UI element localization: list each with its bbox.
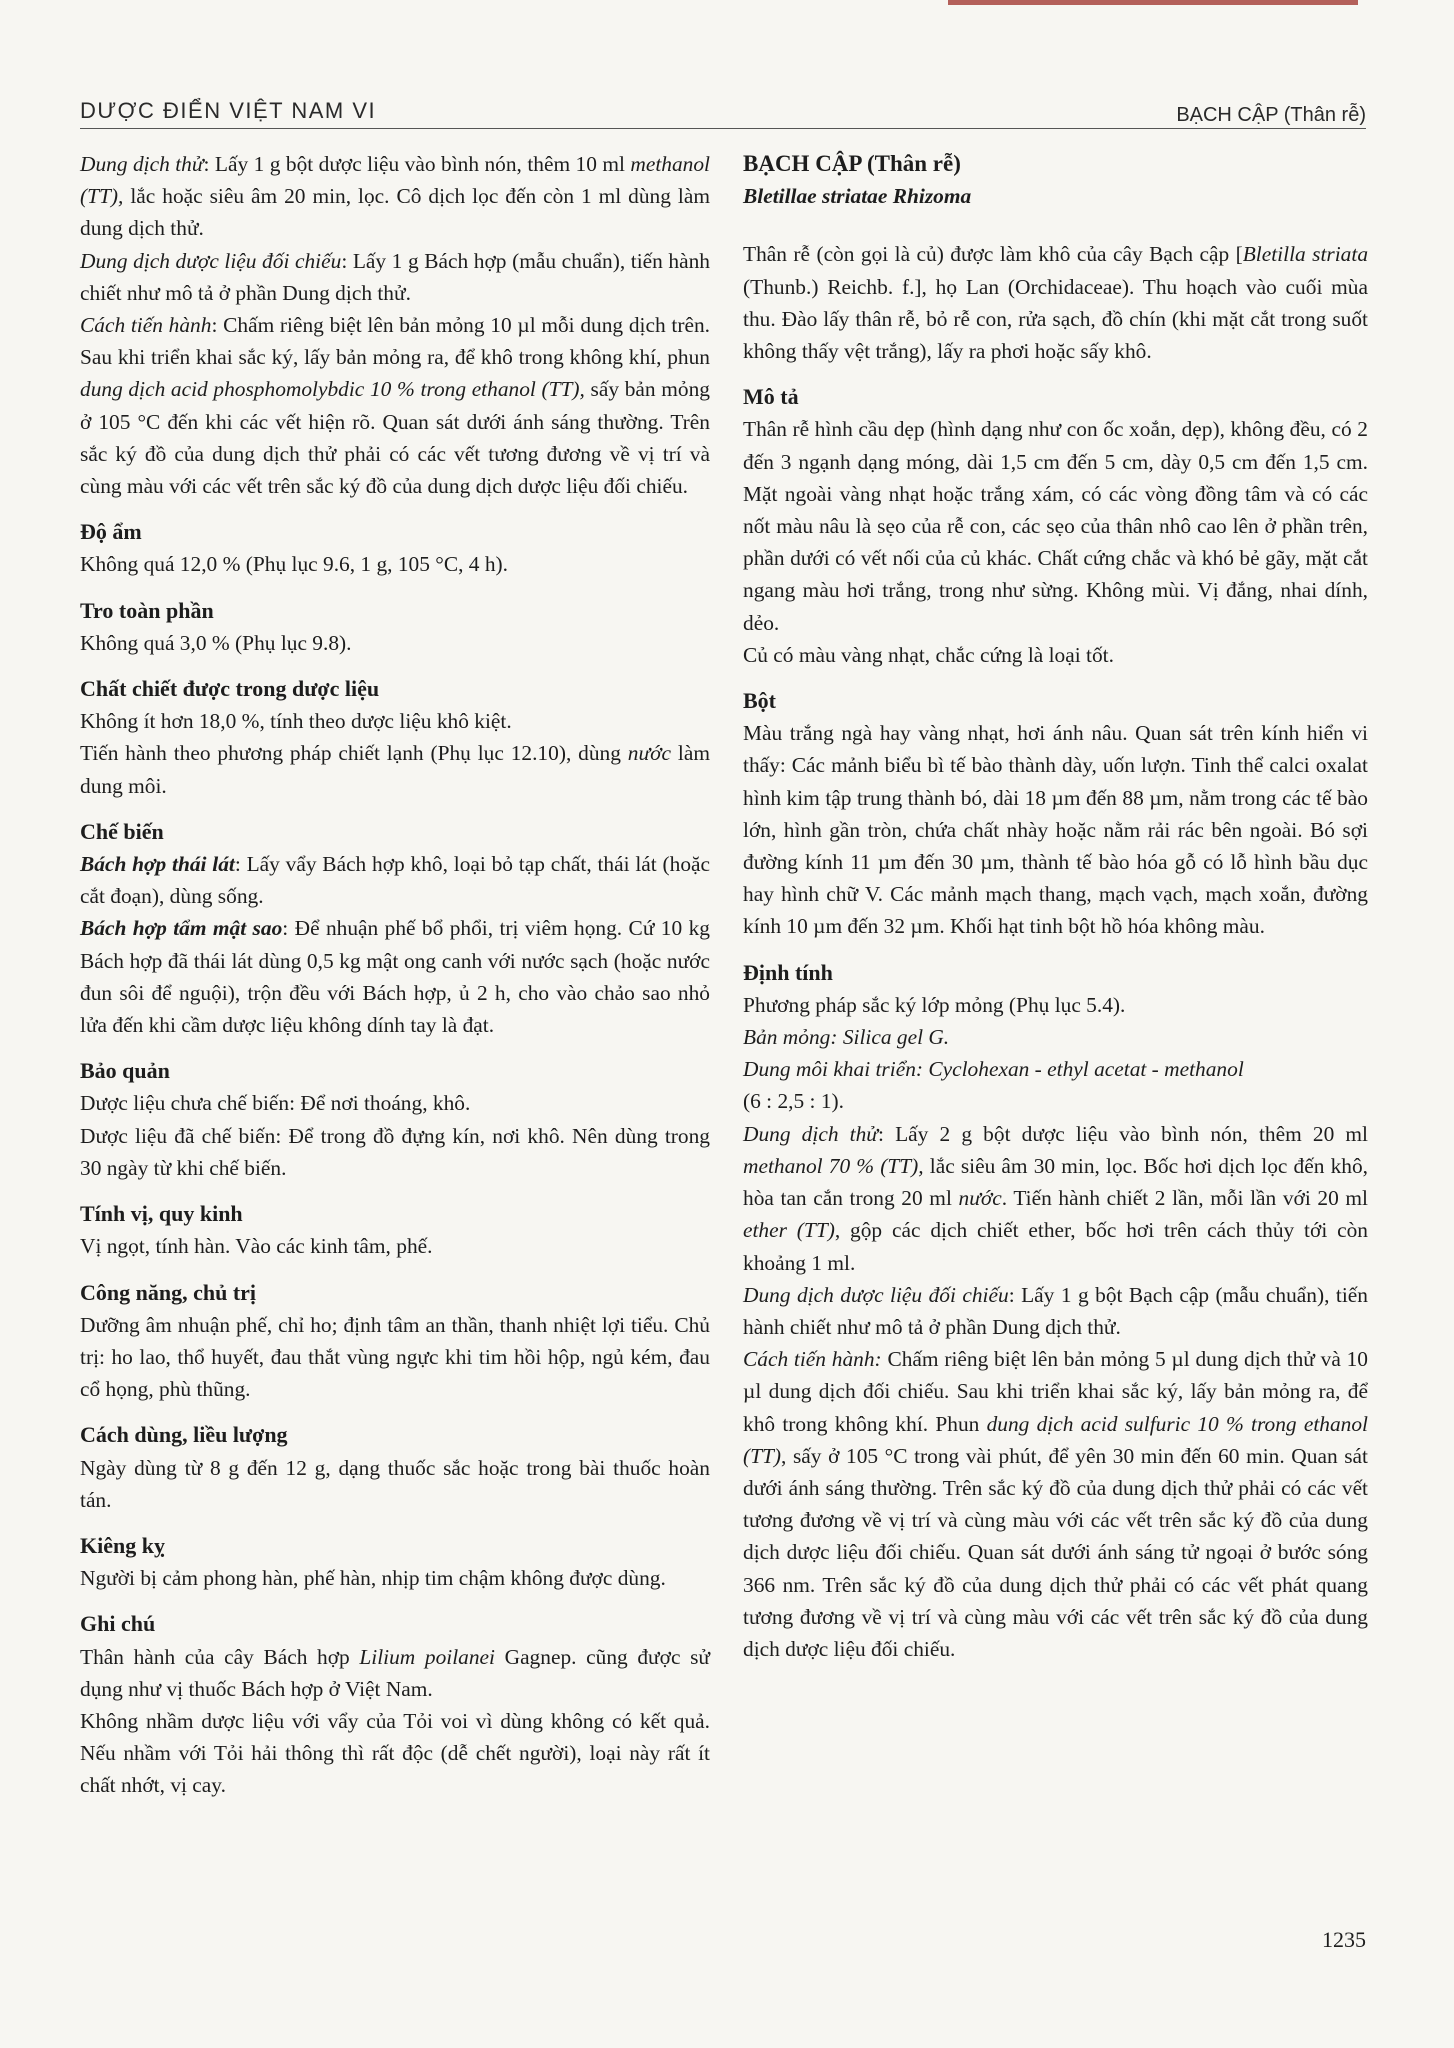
section-bao-quan	[80, 1055, 710, 1184]
page-header	[0, 98, 1454, 132]
section-heading: Độ ẩm	[80, 519, 142, 545]
paragraph: Dưỡng âm nhuận phế, chỉ ho; định tâm an thần, thanh nhiệt lợi tiểu. Chủ trị: ho lao, thổ huyết, đau thắt vùng ngực khi tim hồi hộp, ngủ kém, đau cổ họng, phù thũng.	[80, 1312, 710, 1402]
paragraph: Ngày dùng từ 8 g đến 12 g, dạng thuốc sắc hoặc trong bài thuốc hoàn tán.	[80, 1455, 710, 1512]
section-dinh-tinh	[743, 957, 1368, 1665]
paragraph: Không quá 12,0 % (Phụ lục 9.6, 1 g, 105 °C, 4 h).	[80, 552, 509, 577]
paragraph: Thân hành của cây Bách hợp Lilium poilanei Gagnep. cũng được sử dụng như vị thuốc Bách hợp ở Việt Nam.	[80, 1644, 710, 1701]
section-kieng-ky	[80, 1530, 710, 1594]
paragraph: Dung dịch dược liệu đối chiếu: Lấy 1 g bột Bạch cập (mẫu chuẩn), tiến hành chiết như mô tả ở phần Dung dịch thử.	[743, 1282, 1368, 1339]
paragraph: Màu trắng ngà hay vàng nhạt, hơi ánh nâu. Quan sát trên kính hiển vi thấy: Các mảnh biểu bì tế bào thành dày, uốn lượn. Tinh thể calci oxalat hình kim tập trung thành bó, dài 18 µm đến 88 µm, nằm trong các tế bào lớn, hình gần tròn, chứa chất nhày hoặc nằm rải rác bên ngoài. Bó sợi đường kính 11 µm đến 30 µm, thành tế bào hóa gỗ có lỗ hình bầu dục hay hình chữ V. Các mảnh mạch thang, mạch vạch, mạch xoắn, đường kính 10 µm đến 32 µm. Khối hạt tinh bột hồ hóa không màu.	[743, 721, 1368, 939]
paragraph: Thân rễ hình cầu dẹp (hình dạng như con ốc xoắn, dẹp), không đều, có 2 đến 3 ngạnh dạng móng, dài 1,5 cm đến 5 cm, dày 0,5 cm đến 1,5 cm. Mặt ngoài vàng nhạt hoặc trắng xám, có các vòng đồng tâm và có các nốt màu nâu là sẹo của rễ con, các sẹo của thân nhô cao lên ở phần trên, phần dưới có vết nối của củ khác. Chất cứng chắc và khó bẻ gãy, mặt cắt ngang màu hơi trắng, trong như sừng. Không mùi. Vị đắng, nhai dính, dẻo.	[743, 417, 1368, 635]
paragraph: Thân rễ (còn gọi là củ) được làm khô của cây Bạch cập [Bletilla striata (Thunb.) Reichb. f.], họ Lan (Orchidaceae). Thu hoạch vào cuối mùa thu. Đào lấy thân rễ, bỏ rễ con, rửa sạch, đồ chín (khi mặt cắt trong suốt không thấy vệt trắng), lấy ra phơi hoặc sấy khô.	[743, 242, 1369, 364]
section-tro	[80, 595, 710, 659]
paragraph: Vị ngọt, tính hàn. Vào các kinh tâm, phế.	[80, 1234, 433, 1259]
paragraph: Bách hợp thái lát: Lấy vẩy Bách hợp khô, loại bỏ tạp chất, thái lát (hoặc cắt đoạn), dùng sống.	[80, 852, 711, 909]
section-che-bien	[80, 816, 710, 1041]
paragraph: Phương pháp sắc ký lớp mỏng (Phụ lục 5.4).	[743, 992, 1126, 1017]
right-column	[743, 148, 1368, 1665]
section-do-am	[80, 516, 710, 580]
section-heading: Kiêng kỵ	[80, 1532, 165, 1558]
paragraph: Dung dịch dược liệu đối chiếu: Lấy 1 g Bách hợp (mẫu chuẩn), tiến hành chiết như mô tả ở phần Dung dịch thử.	[80, 248, 710, 305]
section-cach-dung	[80, 1419, 710, 1516]
paragraph: Dung dịch thử: Lấy 1 g bột dược liệu vào bình nón, thêm 10 ml methanol (TT), lắc hoặc siêu âm 20 min, lọc. Cô dịch lọc đến còn 1 ml dùng làm dung dịch thử.	[80, 152, 710, 241]
spacer	[743, 212, 1368, 238]
top-decorative-bar	[948, 0, 1358, 5]
section-heading: Cách dùng, liều lượng	[80, 1422, 288, 1448]
section-heading: Tính vị, quy kinh	[80, 1201, 243, 1227]
section-heading: Tro toàn phần	[80, 597, 214, 623]
paragraph: Củ có màu vàng nhạt, chắc cứng là loại tốt.	[743, 642, 1114, 667]
paragraph: Không ít hơn 18,0 %, tính theo dược liệu khô kiệt.	[80, 709, 512, 734]
monograph-title: BẠCH CẬP (Thân rễ)	[743, 151, 961, 176]
paragraph: Dược liệu chưa chế biến: Để nơi thoáng, khô.	[80, 1091, 471, 1116]
running-title: BẠCH CẬP (Thân rễ)	[1176, 104, 1366, 126]
section-heading: Bột	[743, 688, 776, 714]
section-heading: Chế biến	[80, 818, 164, 844]
section-mo-ta	[743, 381, 1368, 671]
section-heading: Chất chiết được trong dược liệu	[80, 676, 380, 702]
paragraph: Dung dịch thử: Lấy 2 g bột dược liệu vào bình nón, thêm 20 ml methanol 70 % (TT), lắc siêu âm 30 min, lọc. Bốc hơi dịch lọc đến khô, hòa tan cắn trong 20 ml nước. Tiến hành chiết 2 lần, mỗi lần với 20 ml ether (TT), gộp các dịch chiết ether, bốc hơi trên cách thủy tới còn khoảng 1 ml.	[743, 1121, 1368, 1275]
section-heading: Định tính	[743, 959, 833, 985]
section-bot	[743, 685, 1368, 943]
paragraph: Không nhầm dược liệu với vẩy của Tỏi voi vì dùng không có kết quả. Nếu nhầm với Tỏi hải thông thì rất độc (dễ chết người), loại này rất ít chất nhớt, vị cay.	[80, 1708, 710, 1798]
section-tinh-vi	[80, 1198, 710, 1262]
book-title: DƯỢC ĐIỂN VIỆT NAM VI	[80, 98, 377, 123]
paragraph: Cách tiến hành: Chấm riêng biệt lên bản mỏng 10 µl mỗi dung dịch trên. Sau khi triển khai sắc ký, lấy bản mỏng ra, để khô trong không khí, phun dung dịch acid phosphomolybdic 10 % trong ethanol (TT), sấy bản mỏng ở 105 °C đến khi các vết hiện rõ. Quan sát dưới ánh sáng thường. Trên sắc ký đồ của dung dịch thử phải có các vết tương đương về vị trí và cùng màu với các vết trên sắc ký đồ của dung dịch dược liệu đối chiếu.	[80, 313, 710, 499]
section-ghi-chu	[80, 1608, 710, 1801]
section-heading: Ghi chú	[80, 1611, 156, 1637]
paragraph: Cách tiến hành: Chấm riêng biệt lên bản mỏng 5 µl dung dịch thử và 10 µl dung dịch đối chiếu. Sau khi triển khai sắc ký, lấy bản mỏng ra, để khô trong không khí. Phun dung dịch acid sulfuric 10 % trong ethanol (TT), sấy ở 105 °C trong vài phút, để yên 30 min đến 60 min. Quan sát dưới ánh sáng thường. Trên sắc ký đồ của dung dịch thử phải có các vết tương đương về vị trí và cùng màu với các vết trên sắc ký đồ của dung dịch dược liệu đối chiếu. Quan sát dưới ánh sáng tử ngoại ở bước sóng 366 nm. Trên sắc ký đồ của dung dịch thử phải có các vết phát quang tương đương về vị trí và cùng màu với các vết trên sắc ký đồ của dung dịch dược liệu đối chiếu.	[743, 1347, 1368, 1661]
section-heading: Công năng, chủ trị	[80, 1279, 257, 1305]
paragraph: Dược liệu đã chế biến: Để trong đồ đựng kín, nơi khô. Nên dùng trong 30 ngày từ khi chế biến.	[80, 1123, 710, 1180]
page-number: 1235	[1322, 1927, 1366, 1952]
section-cong-nang	[80, 1277, 710, 1406]
paragraph: (6 : 2,5 : 1).	[743, 1089, 844, 1114]
paragraph: Người bị cảm phong hàn, phế hàn, nhịp tim chậm không được dùng.	[80, 1566, 666, 1591]
paragraph: Bản mỏng: Silica gel G.	[743, 1025, 950, 1050]
monograph-latin-name: Bletillae striatae Rhizoma	[743, 184, 972, 209]
paragraph: Bách hợp tẩm mật sao: Để nhuận phế bổ phổi, trị viêm họng. Cứ 10 kg Bách hợp đã thái lát dùng 0,5 kg mật ong canh với nước sạch (hoặc nước đun sôi để nguội), trộn đều với Bách hợp, ủ 2 h, cho vào chảo sao nhỏ lửa đến khi cầm dược liệu không dính tay là đạt.	[80, 916, 710, 1038]
section-heading: Mô tả	[743, 384, 799, 410]
paragraph: Dung môi khai triển: Cyclohexan - ethyl acetat - methanol	[743, 1057, 1244, 1082]
paragraph: Không quá 3,0 % (Phụ lục 9.8).	[80, 630, 352, 655]
section-heading: Bảo quản	[80, 1058, 170, 1084]
header-rule	[80, 128, 1366, 129]
left-column	[80, 148, 710, 1802]
paragraph: Tiến hành theo phương pháp chiết lạnh (Phụ lục 12.10), dùng nước làm dung môi.	[80, 741, 710, 798]
section-chat-chiet	[80, 673, 710, 802]
